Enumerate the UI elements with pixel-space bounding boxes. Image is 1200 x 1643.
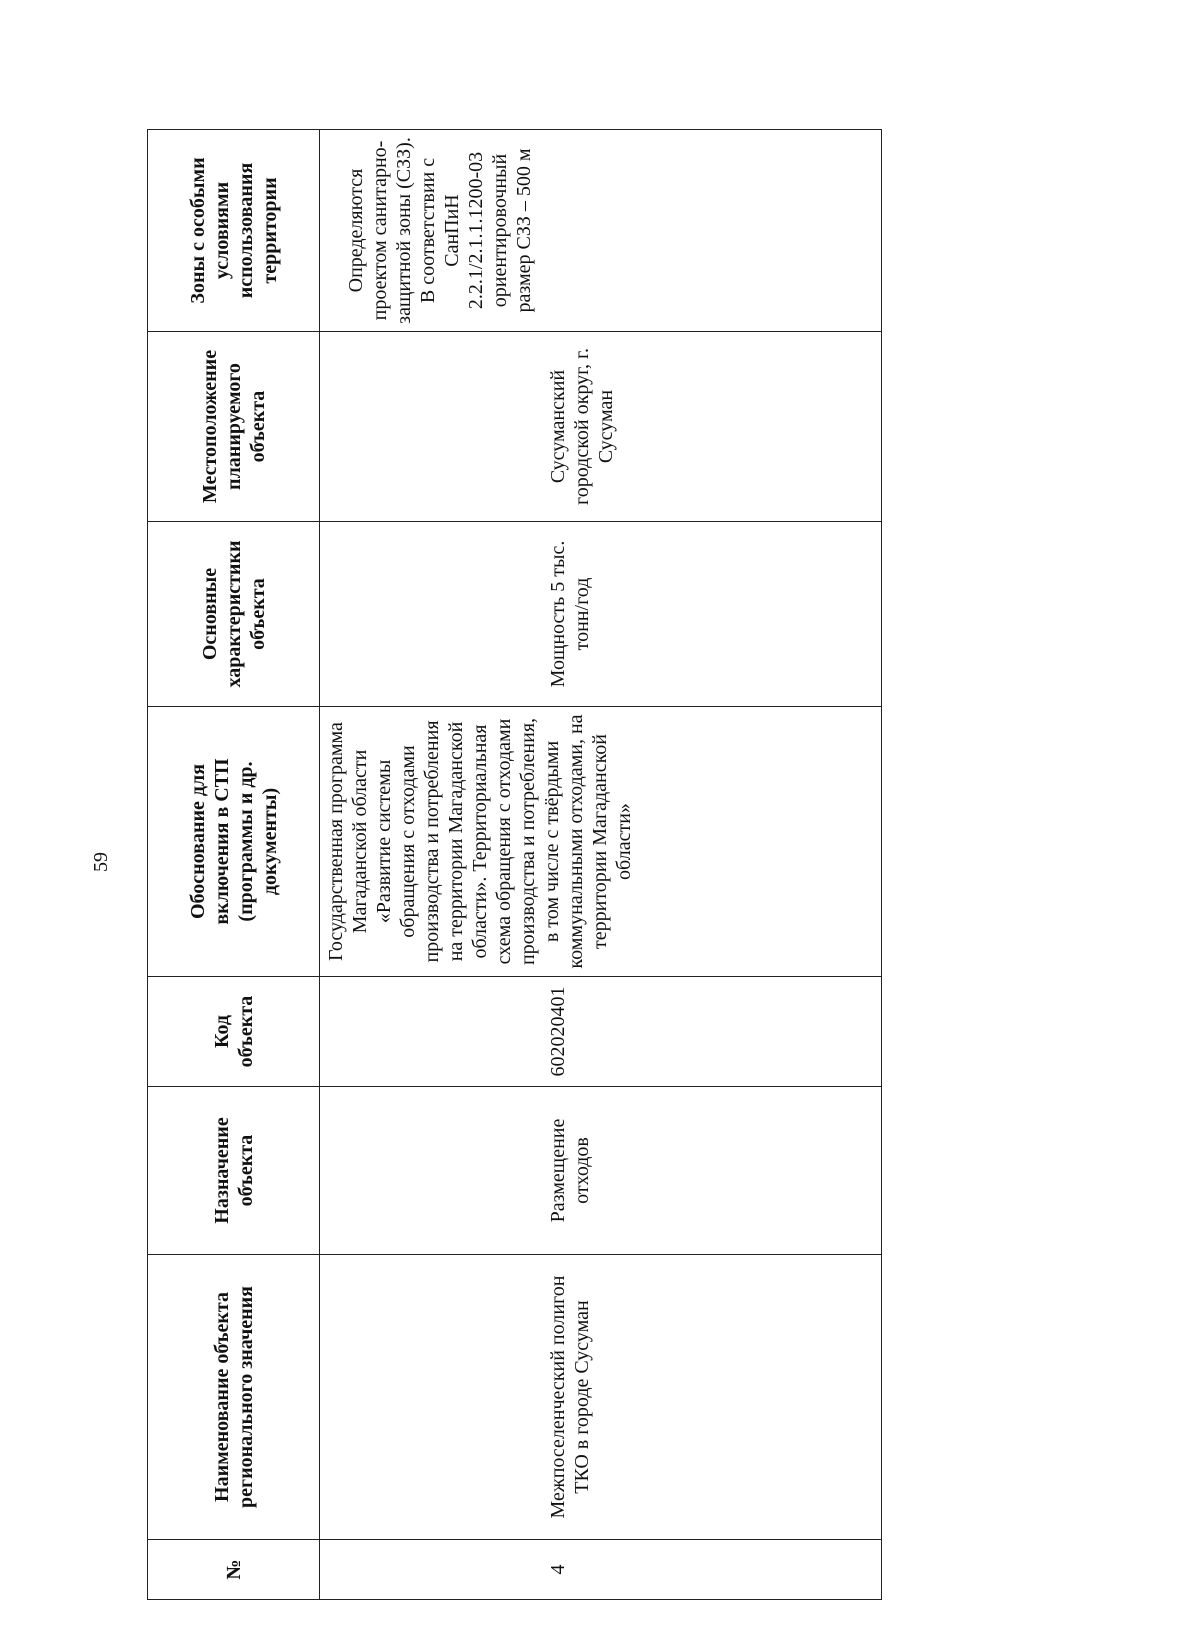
- special-zones-text: Определяются проектом санитарно-защитной зоны (СЗЗ). В соответствии с СанПиН 2.2.1/2.1.1.1200-03 ориентировочный размер СЗЗ – 500 м: [345, 137, 535, 324]
- header-basis: Обоснование для включения в СТП (программы и др. документы): [148, 707, 320, 977]
- cell-object-code: [320, 977, 882, 1087]
- header-object-code: Код объекта: [148, 977, 320, 1087]
- table-header-row: [148, 130, 320, 1600]
- header-number: №: [148, 1540, 320, 1600]
- characteristics-text: Мощность 5 тыс. тонн/год: [547, 540, 593, 688]
- object-code: 602020401: [547, 986, 569, 1077]
- header-object-name: Наименование объекта регионального значения: [148, 1255, 320, 1540]
- header-object-purpose: Назначение объекта: [148, 1087, 320, 1255]
- object-purpose: Размещение отходов: [547, 1118, 593, 1223]
- header-special-zones: Зоны с особыми условиями использования территории: [148, 130, 320, 332]
- regional-objects-table: [147, 130, 882, 1600]
- location-text: Сусуманский городской округ, г. Сусуман: [547, 348, 617, 505]
- cell-location: [320, 332, 882, 522]
- cell-special-zones: [320, 130, 882, 332]
- table-row: [320, 130, 882, 1600]
- header-characteristics: Основные характеристики объекта: [148, 522, 320, 707]
- cell-number: [320, 1540, 882, 1600]
- cell-object-name: [320, 1255, 882, 1540]
- basis-text: Государственная программа Магаданской области «Развитие системы обращения с отходами производства и потребления на территории Магаданской области». Территориальная схема обращения с отходами производства и потребления, в том числе с твёрдыми коммунальными отходами, на территории Магаданской области»: [325, 714, 635, 969]
- cell-object-purpose: [320, 1087, 882, 1255]
- header-location: Местоположение планируемого объекта: [148, 332, 320, 522]
- object-name: Межпоселенческий полигон ТКО в городе Сусуман: [547, 1275, 593, 1519]
- objects-table: [147, 129, 882, 1600]
- row-number: 4: [547, 1564, 569, 1575]
- cell-basis: [320, 707, 882, 977]
- page-number: 59: [90, 852, 112, 872]
- cell-characteristics: [320, 522, 882, 707]
